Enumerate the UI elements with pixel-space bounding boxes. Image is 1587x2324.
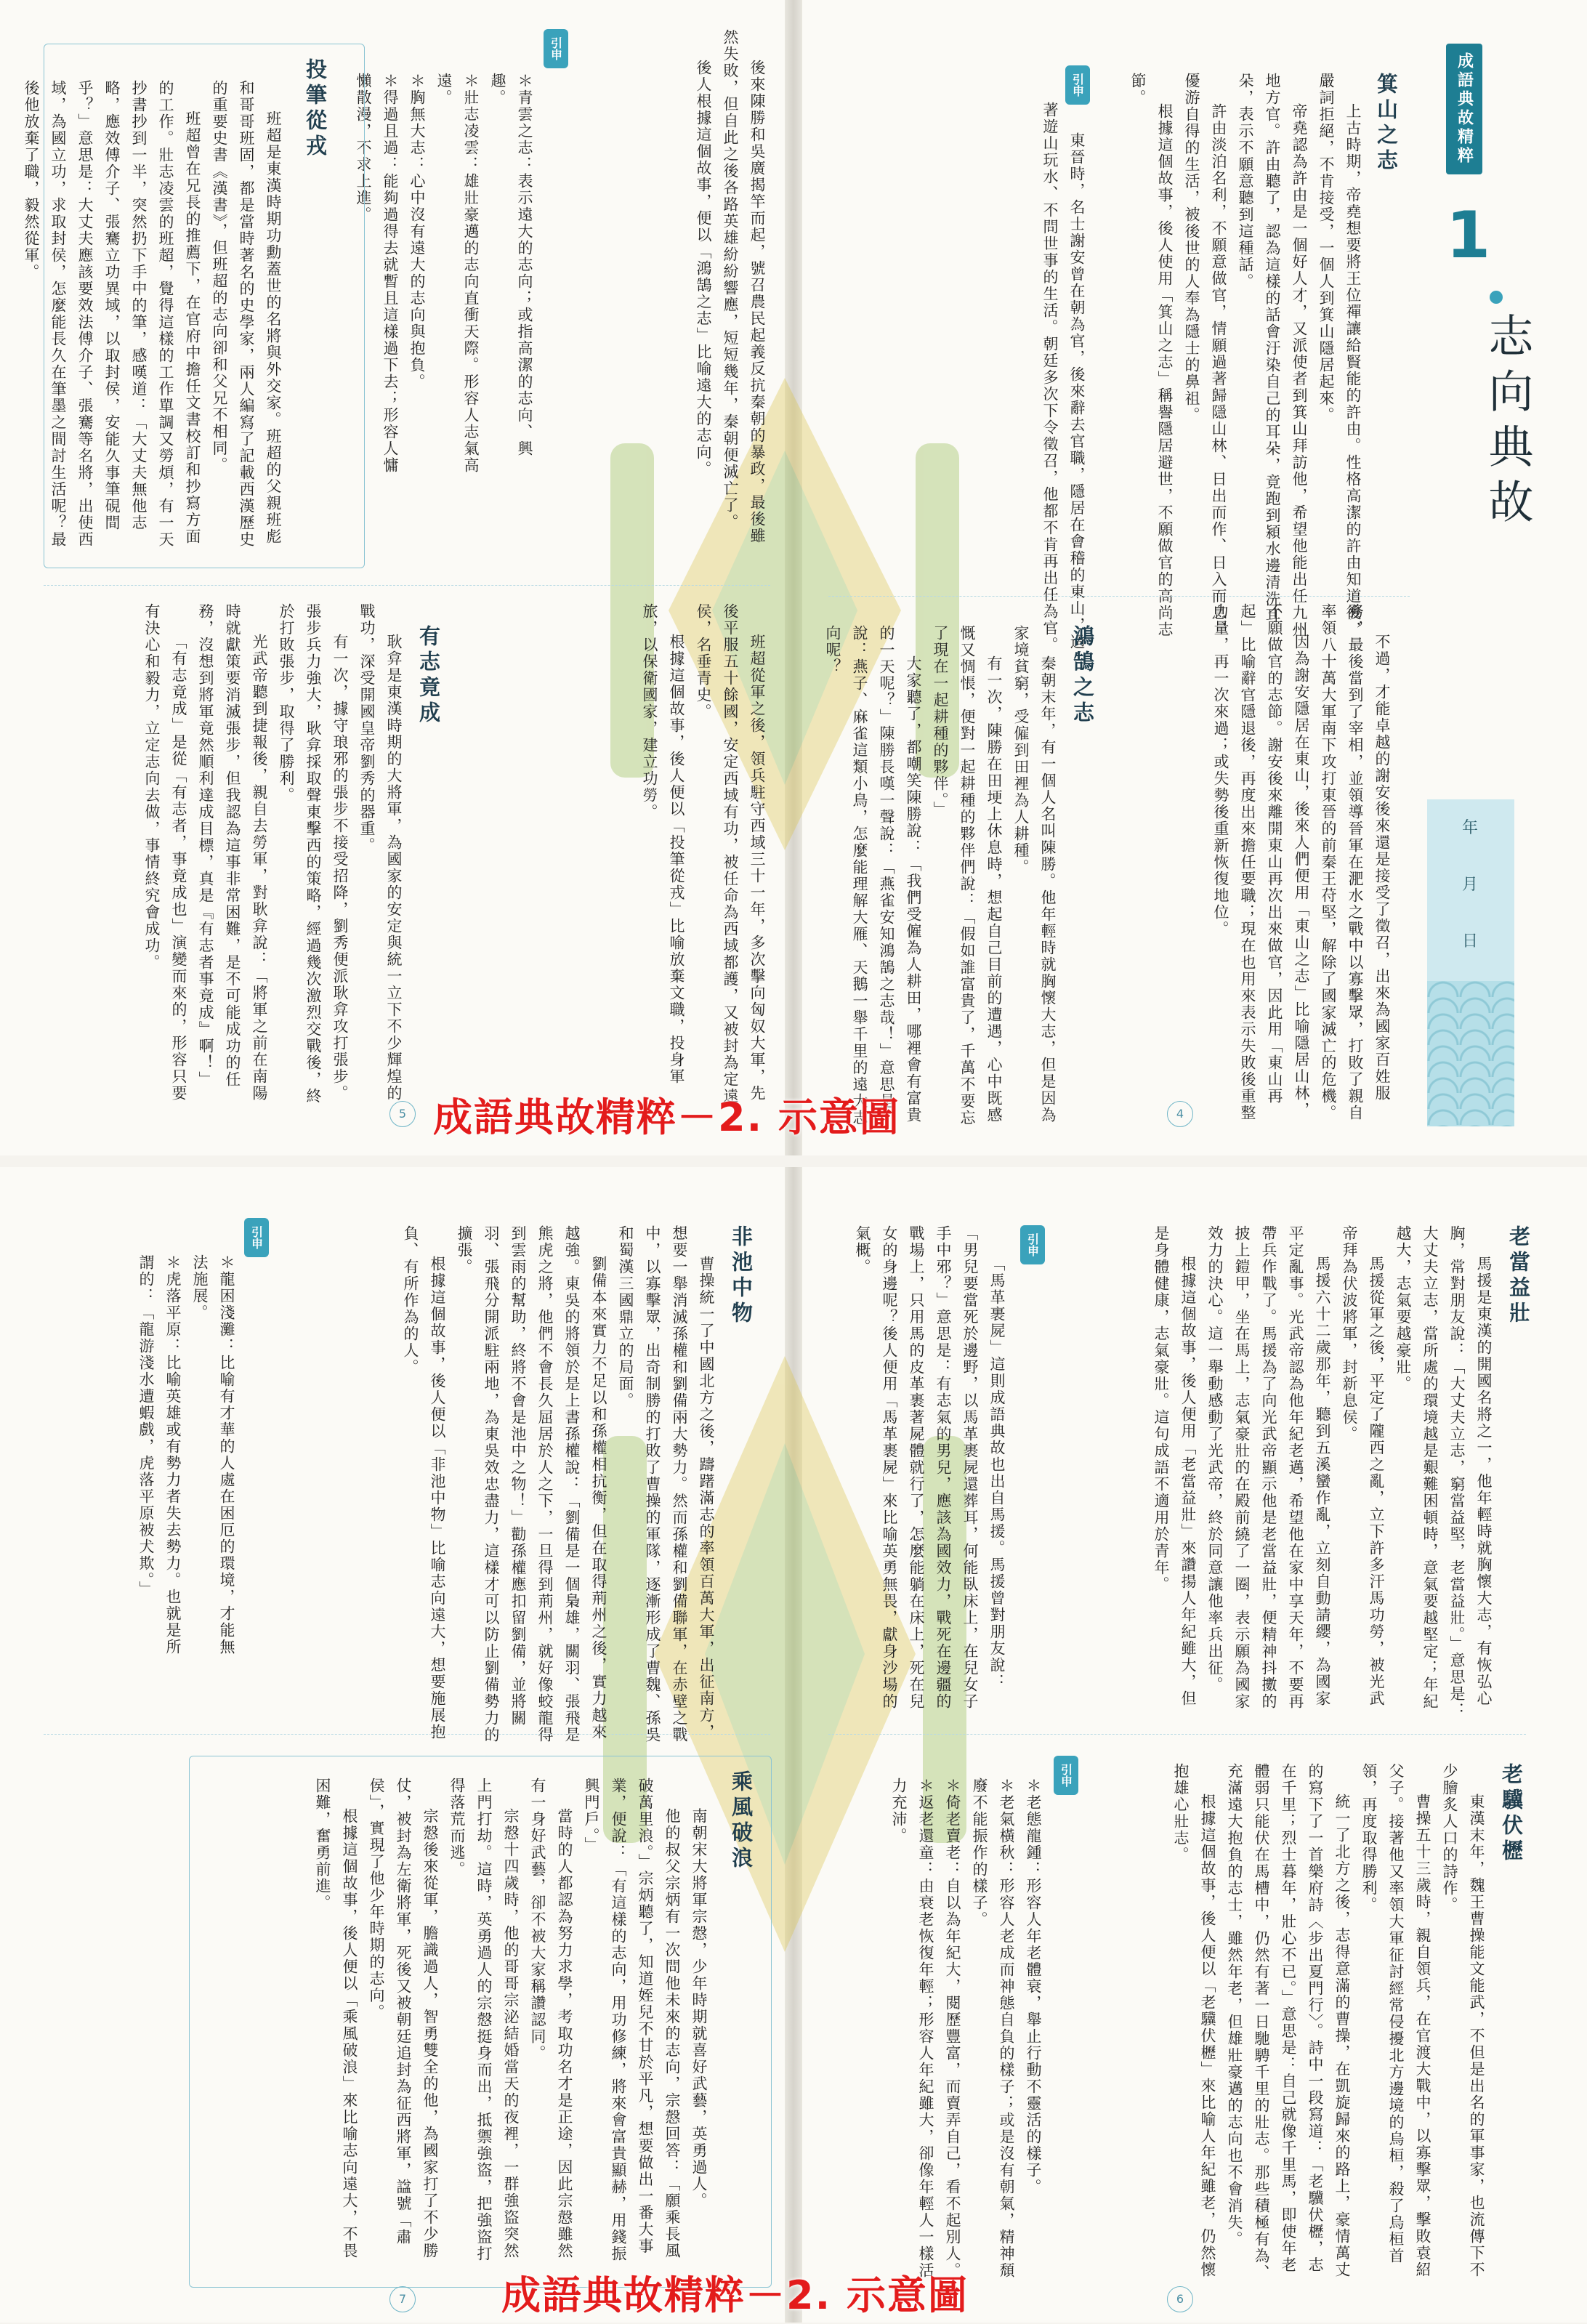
page-number-4: 4 [1167, 1101, 1193, 1127]
section-toubi-a: 班超是東漢時期功勳蓋世的名將與外交家。班超的父親班彪和哥哥班固，都是當時著名的史學家，兩人編寫了記載西漢歷史的重要史書《漢書》，但班超的志向卻和父兄不相同。 班超曾在兄長的推薦下，在官府中擔任文書校訂和抄寫方面的工作。壯志凌雲的班超，覺得這樣的工作單調又勞煩，有一天抄書抄到一半，突然扔下手中的筆，感嘆道：「大丈夫無他志略，應效傅介子、張騫立功異域，以取封侯，安能久事筆硯間乎？」意思是：大丈夫應該要效法傅介子、張騫等名將，出使西域，為國立功，求取封侯，怎麼能長久在筆墨之間討生活呢？最後他放棄了職，毅然從軍。 [23, 80, 282, 548]
watermark-text: 成語典故精粹－2. 示意圖 [501, 2272, 969, 2318]
chapter-title: 志向典故 [1481, 312, 1534, 533]
bullet-dot-icon [1490, 291, 1503, 304]
page-number-7: 7 [389, 2286, 416, 2312]
section-title-honghu: 鴻鵠之志 [1070, 625, 1095, 727]
section-feichi: 曹操統一了中國北方之後，躊躇滿志的率領百萬大軍，出征南方，想要一舉消滅孫權和劉備兩大勢力。然而孫權和劉備聯軍，在赤壁之戰中，以寡擊眾，出奇制勝的打敗了曹操的軍隊，逐漸形成了曹魏、孫吳和蜀漢三國鼎立的局面。 劉備本來實力不足以和孫權相抗衡，但在取得荊州之後，實力越來越強。東吳的將領於是上書孫權說：「劉備是一個梟雄，關羽、張飛是熊虎之將，他們不會長久屈居於人之下，一旦得到荊州，就好像蛟龍得到雲雨的幫助，終將不會是池中之物！」勸孫權應扣留劉備，並將關羽、張飛分開派駐兩地，為東吳效忠盡力，這樣才可以防止劉備勢力的擴張。 根據這個故事，後人便以「非池中物」比喻志向遠大，想要施展抱負、有所作為的人。 [402, 1225, 715, 1743]
date-field[interactable] [1427, 799, 1514, 981]
section-title-chengfeng: 乘風破浪 [729, 1770, 754, 1872]
badge-yinshen: 引申 [1065, 65, 1090, 105]
section-dongshan-a: 東晉時，名士謝安曾在朝為官，後來辭去官職，隱居在會稽的東山，過著遊山玩水、不問世事的生活。朝廷多次下令徵召，他都不肯再出任為官。 [1041, 102, 1086, 653]
section-toubi-b: 班超從軍之後，領兵駐守西域三十一年，多次擊向匈奴大軍，先後平服五十餘國，安定西域有功，被任命為西域都護，又被封為定遠侯，名垂青史。 根據這個故事，後人便以「投筆從戎」比喻放棄文職，投身軍旅，以保衛國家，建立功勞。 [641, 603, 766, 1105]
page-number-5: 5 [389, 1101, 416, 1127]
section-dongshan-b: 不過，才能卓越的謝安後來還是接受了徵召，出來為國家百姓服務，最後當到了宰相，並領導晉軍在淝水之戰中以寡擊眾，打敗了親自率領八十萬大軍南下攻打東晉的前秦王苻堅，解除了國家滅亡的危機。 因為謝安隱居在東山，後來人們便用「東山之志」比喻隱居山林，不願做官的志節。謝安後來離開東山再次出來做官，因此用「東山再起」比喻辭官隱退後，再度出來擔任要職；現在也用來表示失敗後重整力量，再一次來過；或失勢後重新恢復地位。 [1212, 603, 1391, 1121]
laoji-notes: ＊老態龍鍾：形容人年老體衰，舉止行動不靈活的樣子。 ＊老氣橫秋：形容人老成而神態自負的樣子；或是沒有朝氣，精神頹廢不能振作的樣子。 ＊倚老賣老：自以為年紀大，閱歷豐富，而賣弄自己，看不起別人。 ＊返老還童：由衰老恢復年輕；形容人年紀雖大，卻像年輕人一樣活力充沛。 [890, 1778, 1042, 2279]
section-title-toubi: 投筆從戎 [303, 58, 328, 160]
badge-yinshen: 引申 [544, 29, 568, 68]
section-title-feichi: 非池中物 [729, 1225, 754, 1327]
badge-yinshen: 引申 [1020, 1225, 1045, 1264]
watermark-text: 成語典故精粹－2. 示意圖 [433, 1094, 900, 1140]
section-title-laoji: 老驥伏櫪 [1499, 1763, 1524, 1865]
top-spread [0, 0, 1587, 1155]
feichi-notes: ＊龍困淺灘：比喻有才華的人處在困厄的環境，才能無法施展。 ＊虎落平原：比喻英雄或有勢力者失去勢力。也就是所謂的：「龍游淺水遭蝦戲，虎落平原被犬欺。」 [137, 1254, 235, 1655]
divider [828, 596, 1410, 597]
section-chengfeng: 南朝宋大將軍宗慤，少年時期就喜好武藝，英勇過人。 他的叔父宗炳有一次問他未來的志向，宗慤回答：「願乘長風破萬里浪。」宗炳聽了，知道姪兒不甘於平凡，想要做出一番大事業，便說：「有這樣的志向，用功修練，將來會富貴顯赫，用錢振興門戶。」 當時的人都認為努力求學，考取功名才是正途，因此宗慤雖然有一身好武藝，卻不被大家稱讚認同。 宗慤十四歲時，他的哥哥宗泌結婚當天的夜裡，一群強盜突然上門打劫。這時，英勇過人的宗慤挺身而出，抵禦強盜，把強盜打得落荒而逃。 宗慤後來從軍，膽識過人，智勇雙全的他，為國家打了不少勝仗，被封為左衛將軍，死後又被朝廷追封為征西將軍，諡號「肅侯」，實現了他少年時期的志向。 根據這個故事，後人便以「乘風破浪」來比喻志向遠大，不畏困難，奮勇前進。 [314, 1778, 708, 2262]
chapter-number: 1 [1446, 198, 1491, 273]
date-month-label: 月 [1462, 876, 1479, 894]
section-laoji: 東漢末年，魏王曹操能文能武，不但是出名的軍事家，也流傳下不少膾炙人口的詩作。 曹操五十三歲時，親自領兵，在官渡大戰中，以寡擊眾，擊敗袁紹父子。接著他又率領大軍征討經常侵擾北方邊境的烏桓，殺了烏桓首領，再度取得勝利。 統一了北方之後，志得意滿的曹操，在凱旋歸來的路上，豪情萬丈的寫下了一首樂府詩〈步出夏門行〉。詩中一段寫道：「老驥伏櫪，志在千里；烈士暮年，壯心不已。」意思是：自己就像千里馬，即使年老體弱只能伏在馬槽中，仍然有著一日馳騁千里的壯志。那些積極有為、充滿遠大抱負的志士，雖然年老，但雄壯豪邁的志向也不會消失。 根據這個故事，後人便以「老驥伏櫪」來比喻人年紀雖老，仍然懷抱雄心壯志。 [1172, 1763, 1485, 2281]
section-title-laodang: 老當益壯 [1506, 1225, 1531, 1327]
divider [44, 1734, 770, 1735]
section-laodang: 馬援是東漢的開國名將之一，他年輕時就胸懷大志，有恢弘心胸，常對朋友說：「大丈夫立志，窮當益堅，老當益壯。」意思是：大丈夫立志，當所處的環境越是艱難困頓時，意氣要越堅定；年紀越大，志氣要越豪壯。 馬援從軍之後，平定了隴西之亂，立下許多汗馬功勞，被光武帝拜為伏波將軍，封新息侯。 馬援六十二歲那年，聽到五溪蠻作亂，立刻自動請纓，為國家平定亂事。光武帝認為他年紀老邁，希望他在家中享天年，不要再帶兵作戰了。馬援為了向光武帝顯示他是老當益壯，便精神抖擻的披上鎧甲，坐在馬上，志氣豪壯的在殿前繞了一圈，表示願為國家效力的決心。這一舉動感動了光武帝，終於同意讓他率兵出征。 根據這個故事，後人便用「老當益壯」來讚揚人年紀雖大，但是身體健康，志氣豪壯。這句成語不適用於青年。 [1152, 1225, 1493, 1719]
section-title-jishan: 箕山之志 [1374, 73, 1399, 174]
date-year-label: 年 [1462, 819, 1479, 837]
section-jishan: 上古時期，帝堯想要將王位禪讓給賢能的許由。性格高潔的許由知道後，嚴詞拒絕，不肯接受，一個人到箕山隱居起來。 帝堯認為許由是一個好人才，又派使者到箕山拜訪他，希望他能出任九州地方官。許由聽了，認為這樣的話會汙染自己的耳朵，竟跑到潁水邊清洗耳朵，表示不願意聽到這種話。 許由淡泊名利，不願意做官，情願過著歸隱山林、日出而作、日入而息、優游自得的生活，被後世的人奉為隱士的鼻祖。 根據這個故事，後人使用「箕山之志」稱譽隱居避世，不願做官的高尚志節。 [1129, 73, 1362, 638]
wave-decoration [1427, 981, 1514, 1126]
page-number-6: 6 [1167, 2286, 1193, 2312]
bottom-spread [0, 1167, 1587, 2323]
section-honghu-a: 秦朝末年，有一個人名叫陳勝。他年輕時就胸懷大志，但是因為家境貧窮，受僱到田裡為人耕種。 有一次，陳勝在田埂上休息時，想起自己目前的遭遇，心中既感慨又惆悵，便對一起耕種的夥伴們說：「假如誰富貴了，千萬不要忘了現在一起耕種的夥伴。」 大家聽了，都嘲笑陳勝說：「我們受僱為人耕田，哪裡會有富貴的一天呢？」陳勝長嘆一聲說：「燕雀安知鴻鵠之志哉！」意思是說：燕子、麻雀這類小鳥，怎麼能理解大雁、天鵝一舉千里的遠大志向呢？ [824, 625, 1057, 1126]
badge-yinshen: 引申 [244, 1218, 269, 1257]
date-day-label: 日 [1462, 932, 1479, 951]
divider [828, 1734, 1526, 1735]
section-youzhi: 耿弇是東漢時期的大將軍，為國家的安定與統一立下不少輝煌的戰功，深受開國皇帝劉秀的器重。 有一次，據守琅邪的張步不接受招降，劉秀便派耿弇攻打張步。張步兵力強大，耿弇採取聲東擊西的策略，經過幾次激烈交戰後，終於打敗張步，取得了勝利。 光武帝聽到捷報後，親自去勞軍，對耿弇說：「將軍之前在南陽時就獻策要消滅張步，但我認為這事非常困難，是不可能成功的任務，沒想到將軍竟然順利達成目標，真是『有志者事竟成』啊！」 「有志竟成」是從「有志者，事竟成也」演變而來的，形容只要有決心和毅力，立定志向去做，事情終究會成功。 [143, 603, 403, 1105]
badge-yinshen: 引申 [1054, 1756, 1078, 1795]
section-title-youzhi: 有志竟成 [416, 625, 441, 727]
section-laodang-extra: 「馬革裹屍」這則成語典故也出自馬援。馬援曾對朋友說：「男兒要當死於邊野，以馬革裹屍還葬耳，何能臥床上，在兒女子手中邪？」意思是：有志氣的男兒，應該為國效力，戰死在邊疆的戰場上，只用馬的皮革裹著屍體就行了，怎麼能躺在床上，死在兒女的身邊呢？後人便用「馬革裹屍」來比喻英勇無畏，獻身沙場的氣概。 [854, 1225, 1006, 1710]
divider [44, 585, 770, 586]
honghu-notes: ＊青雲之志：表示遠大的志向；或指高潔的志向、興趣。 ＊壯志凌雲：雄壯豪邁的志向直衝天際。形容人志氣高遠。 ＊胸無大志：心中沒有遠大的志向與抱負。 ＊得過且過：能夠過得去就暫且這樣過下去；形容人慵懶散漫，不求上進。 [355, 73, 533, 474]
section-honghu-b: 後來陳勝和吳廣揭竿而起，號召農民起義反抗秦朝的暴政，最後雖然失敗，但自此之後各路英雄紛紛響應，短短幾年，秦朝便滅亡了。 後人根據這個故事，便以「鴻鵠之志」比喻遠大的志向。 [695, 29, 766, 544]
chapter-series-bar: 成語典故精粹 [1446, 44, 1482, 174]
